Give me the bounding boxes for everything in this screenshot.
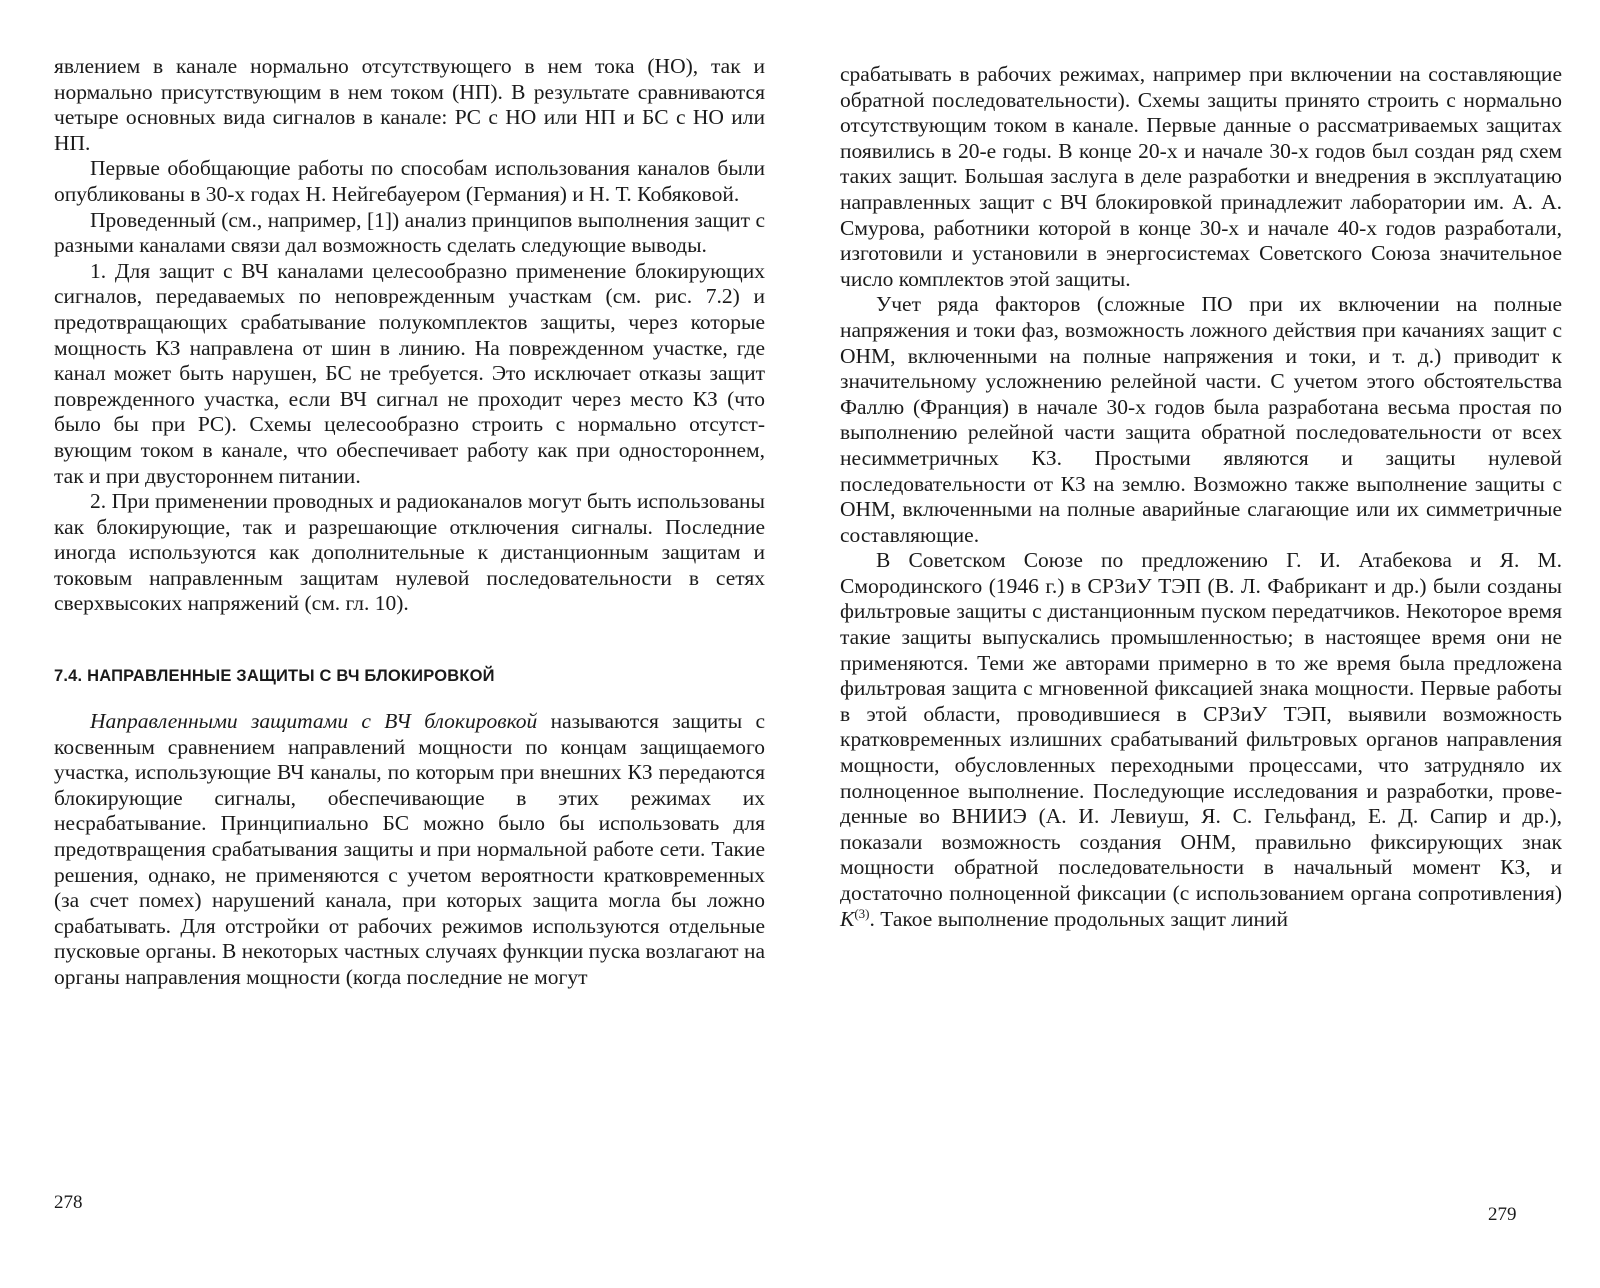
right-page (800, 0, 1600, 1288)
right-paragraph-3-tail: . Такое выполнение продольных защит линий (869, 906, 1288, 931)
right-page-text-column (840, 62, 1562, 932)
left-paragraph-2: Первые обобщающие работы по способам использования каналов были опубликованы в 30-х годах Н. Нейгебауером (Германия) и Н. Т. Кобяковой. (54, 156, 765, 206)
page-number-right: 279 (1488, 1204, 1517, 1225)
section-paragraph-text: называются защиты с косвенным сравнением направлений мощности по концам защищаемого участка, использующие ВЧ каналы, по которым при внешних КЗ передаются блокирующие сигналы, обеспечивающие в этих режимах их несрабатывание. Принципиально БС можно было бы использовать для предотвращения срабатывания защиты и при нормальной работе сети. Такие решения, однако, не применяются с учетом вероятности кратковременных (за счет помех) нарушений канала, при которых защита могла бы ложно срабатывать. Для отстройки от рабочих режимов используются отдельные пусковые органы. В некоторых частных случаях функции пуска возлагают на органы направления мощности (когда последние не могут (54, 709, 766, 989)
right-paragraph-3-text: В Советском Союзе по предложению Г. И. Атабекова и Я. М. Смородинского (1946 г.) в СРЗиУ ТЭП (В. Л. Фабрикант и др.) были созданы фильтровые защиты с дистанционным пуском передатчиков. Некоторое время такие защиты выпускались промышленностью; в настоящее время они не применяются. Теми же авторами примерно в то же время была предложена фильтровая защита с мгновенной фиксацией знака мощности. Первые работы в этой области, проводившиеся в СРЗиУ ТЭП, выявили возможность кратковременных излишних срабатываний фильтровых органов направления мощности, обусловленных переходными процессами, что затрудняло их полноценное выполнение. Последующие исследования и разработки, проведенные во ВНИИЭ (А. И. Левиуш, Я. С. Гельфанд, Е. Д. Сапир и др.), показали возможность создания ОНМ, правильно фиксирующих знак мощности обратной последовательности в начальный момент КЗ, и достаточно полноценной фиксации (с использованием органа сопротивления) (840, 548, 1562, 905)
left-paragraph-5: 2. При применении проводных и радиоканалов могут быть использованы как блокирующие, так и разрешающие отключения сигналы. Последние иногда используются как дополнительные к дистанционным защитам и токовым направленным защитам нулевой последовательности в сетях сверхвысоких напряжений (см. гл. 10). (54, 489, 765, 616)
defined-term: Направленными защитами с ВЧ блокировкой (90, 709, 538, 734)
symbol-k: K (840, 906, 855, 931)
left-page-text-column (54, 54, 765, 991)
right-paragraph-1: срабатывать в рабочих режимах, например при включении на составляющие обратной последовательности). Схемы защиты принято строить с нормально отсутствующим током в канале. Первые данные о рассматриваемых защитах появились в 20-е годы. В конце 20-х и начале 30-х годов был создан ряд схем таких защит. Большая заслуга в деле разработки и внедрения в эксплуатацию направленных защит с ВЧ блокировкой принадлежит лаборатории им. А. А. Смурова, работники которой в конце 30-х и начале 40-х годов разработали, изготовили и установили в энергосистемах Советского Союза значительное число комплектов этой защиты. (840, 62, 1562, 291)
right-paragraph-2: Учет ряда факторов (сложные ПО при их включении на полные напряжения и токи фаз, возможность ложного действия при качаниях защит с ОНМ, включенными на полные напряжения и токи, и т. д.) приводит к значительному усложнению релейной части. С учетом этого обстоятельства Фаллю (Франция) в начале 30-х годов была разработана весьма простая по выполнению релейной части защита обратной последовательности от всех несимметричных КЗ. Простыми являются и защиты нулевой последовательности от КЗ на землю. Возможно также выполнение защиты с ОНМ, включенными на полные аварийные слагающие или их симметричные составляющие. (840, 292, 1562, 547)
section-paragraph (54, 709, 765, 991)
page-number-left: 278 (54, 1192, 83, 1213)
section-heading: 7.4. НАПРАВЛЕННЫЕ ЗАЩИТЫ С ВЧ БЛОКИРОВКОЙ (54, 667, 495, 686)
right-paragraph-3 (840, 548, 1562, 932)
left-paragraph-4: 1. Для защит с ВЧ каналами целесообразно применение блокирующих сигналов, передаваемых по неповрежденным участкам (см. рис. 7.2) и предотвращающих срабатывание полукомплектов защиты, через которые мощность КЗ направлена от шин в линию. На поврежденном участке, где канал может быть нарушен, БС не требуется. Это исключает отказы защит поврежденного участка, если ВЧ сигнал не проходит через место КЗ (что было бы при PC). Схемы целесообразно строить с нормально отсутствующим током в канале, что обеспечивает работу как при одностороннем, так и при двустороннем питании. (54, 258, 765, 488)
left-paragraph-3: Проведенный (см., например, [1]) анализ принципов выполнения защит с разными каналами связи дал возможность сделать следующие выводы. (54, 207, 765, 258)
symbol-k-superscript: (3) (854, 905, 870, 921)
left-paragraph-1: явлением в канале нормально отсутствующего в нем тока (НО), так и нормально присутствующим в нем током (НП). В результате сравниваются четыре основных вида сигналов в канале: PC с НО или НП и БС с НО или НП. (54, 54, 765, 155)
